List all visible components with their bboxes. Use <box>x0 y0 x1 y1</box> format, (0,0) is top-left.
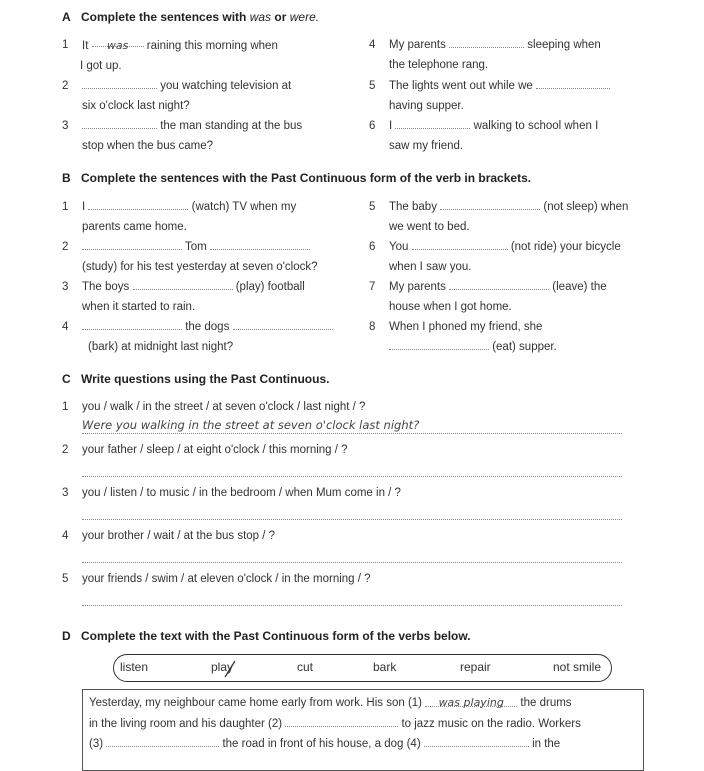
item-text: (study) for his test yesterday at seven o'clock? <box>82 260 318 273</box>
exercise-item <box>369 318 557 357</box>
word-option: not smile <box>553 660 602 674</box>
question-item <box>62 527 276 547</box>
item-text: The boys <box>82 281 130 293</box>
item-number: 4 <box>369 39 376 51</box>
cloze-text-box <box>82 689 644 771</box>
item-number: 3 <box>62 281 69 293</box>
section-title: Write questions using the Past Continuous. <box>81 372 330 386</box>
text-line <box>89 696 572 709</box>
word-option: cut <box>297 660 314 674</box>
text-fragment: to jazz music on the radio. Workers <box>401 718 581 730</box>
section-d-heading <box>62 629 471 643</box>
item-text: Tom <box>185 241 207 253</box>
text-line <box>89 716 581 730</box>
item-text: the telephone rang. <box>389 58 489 71</box>
exercise-item <box>62 198 297 237</box>
item-number: 1 <box>62 39 69 51</box>
answer-blank[interactable] <box>82 118 157 129</box>
text-fragment: Yesterday, my neighbour came home early from work. His son (1) <box>89 697 422 709</box>
exercise-item <box>62 278 305 317</box>
item-number: 2 <box>62 241 69 253</box>
item-text: My parents <box>389 39 446 51</box>
answer-blank[interactable] <box>412 239 508 250</box>
item-text: It <box>82 40 89 52</box>
item-text: we went to bed. <box>389 220 470 233</box>
answer-blank[interactable] <box>389 339 489 350</box>
item-text: (watch) TV when my <box>191 201 297 213</box>
question-prompt: your brother / wait / at the bus stop / ? <box>82 530 276 542</box>
option-word: was <box>249 10 272 24</box>
answer-blank[interactable] <box>395 118 470 129</box>
item-number: 1 <box>62 401 69 413</box>
item-text: when it started to rain. <box>82 300 196 313</box>
section-c-heading <box>62 372 329 386</box>
answer-blank[interactable] <box>82 78 157 89</box>
item-text: (not ride) your bicycle <box>510 241 621 253</box>
answer-blank[interactable] <box>233 319 333 330</box>
section-title-or: or <box>274 10 287 24</box>
word-option: listen <box>120 660 149 674</box>
question-item <box>62 398 366 418</box>
item-text: (eat) supper. <box>492 340 557 353</box>
item-number: 3 <box>62 487 69 499</box>
item-text: My parents <box>389 281 446 293</box>
text-fragment: in the living room and his daughter (2) <box>89 718 283 730</box>
item-number: 6 <box>369 120 376 132</box>
item-text: you watching television at <box>160 80 292 92</box>
answer-line[interactable] <box>82 590 622 606</box>
question-prompt: you / listen / to music / in the bedroom / when Mum come in / ? <box>82 487 401 499</box>
item-number: 4 <box>62 530 69 542</box>
answer-blank[interactable] <box>88 199 188 210</box>
item-text: (leave) the <box>552 281 607 293</box>
section-letter: B <box>62 171 71 185</box>
word-option: bark <box>373 660 397 674</box>
exercise-item <box>62 318 333 357</box>
answer-line[interactable] <box>82 461 622 477</box>
exercise-item <box>369 77 610 116</box>
section-letter: C <box>62 372 71 386</box>
handwritten-answer: was <box>106 39 129 52</box>
item-text: parents came home. <box>82 220 187 233</box>
item-text: I got up. <box>80 59 122 72</box>
question-item <box>62 484 401 504</box>
section-title: Complete the text with the Past Continuous form of the verbs below. <box>81 629 471 643</box>
exercise-item <box>62 238 318 277</box>
item-text: walking to school when I <box>473 120 599 132</box>
item-number: 2 <box>62 80 69 92</box>
item-number: 6 <box>369 241 376 253</box>
item-number: 4 <box>62 321 69 333</box>
question-prompt: your friends / swim / at eleven o'clock / in the morning / ? <box>82 573 371 585</box>
exercise-item <box>369 36 601 75</box>
item-text: the dogs <box>185 321 230 333</box>
option-word: were. <box>289 10 320 24</box>
item-text: You <box>389 241 409 253</box>
exercise-item <box>369 238 621 277</box>
item-text: raining this morning when <box>146 40 278 52</box>
item-text: The baby <box>389 201 437 213</box>
text-fragment: the drums <box>520 697 572 709</box>
item-number: 3 <box>62 120 69 132</box>
word-box <box>113 654 612 682</box>
item-text: saw my friend. <box>389 139 464 152</box>
handwritten-answer: Were you walking in the street at seven o'clock last night? <box>82 418 420 432</box>
item-number: 7 <box>369 281 376 293</box>
item-number: 5 <box>369 80 376 92</box>
question-prompt: you / walk / in the street / at seven o'clock / last night / ? <box>82 401 366 413</box>
exercise-item <box>62 36 278 76</box>
word-text: play <box>211 660 234 674</box>
item-number: 1 <box>62 201 69 213</box>
exercise-item <box>62 117 303 156</box>
answer-blank[interactable] <box>285 716 398 727</box>
item-text: I <box>389 120 393 132</box>
answer-blank[interactable] <box>92 36 144 52</box>
item-text: (bark) at midnight last night? <box>88 340 234 353</box>
answer-blank[interactable] <box>106 736 219 747</box>
item-number: 5 <box>62 573 69 585</box>
section-letter: D <box>62 629 71 643</box>
answer-blank[interactable] <box>536 78 610 89</box>
answer-blank[interactable] <box>424 736 529 747</box>
text-fragment: in the <box>532 738 561 750</box>
section-letter: A <box>62 10 71 24</box>
section-a-heading <box>62 10 319 24</box>
question-item <box>62 441 348 461</box>
section-b-heading <box>62 171 531 185</box>
answer-blank[interactable] <box>82 239 182 250</box>
item-text: house when I got home. <box>389 300 512 313</box>
exercise-item <box>62 77 292 116</box>
answer-line[interactable] <box>82 547 622 563</box>
item-text: When I phoned my friend, she <box>389 321 543 333</box>
answer-blank[interactable] <box>210 239 310 250</box>
item-text: having supper. <box>389 99 464 112</box>
answer-line[interactable] <box>82 418 622 434</box>
text-line <box>89 736 560 750</box>
answer-blank[interactable] <box>82 319 182 330</box>
answer-blank[interactable] <box>425 696 517 707</box>
word-option-crossed <box>211 660 233 674</box>
handwritten-answer: was playing <box>438 696 504 709</box>
item-text: (play) football <box>235 281 305 293</box>
answer-blank[interactable] <box>440 199 540 210</box>
answer-blank[interactable] <box>133 279 233 290</box>
item-number: 2 <box>62 444 69 456</box>
question-item <box>62 570 371 590</box>
section-title: Complete the sentences with the Past Continuous form of the verb in brackets. <box>81 171 532 185</box>
exercise-item <box>369 198 629 237</box>
item-text: I <box>82 201 86 213</box>
item-number: 8 <box>369 321 376 333</box>
answer-blank[interactable] <box>449 279 549 290</box>
section-title: Complete the sentences with <box>81 10 247 24</box>
answer-line[interactable] <box>82 504 622 520</box>
strike-mark-icon <box>211 660 239 678</box>
item-text: stop when the bus came? <box>82 139 214 152</box>
item-text: the man standing at the bus <box>160 120 303 132</box>
exercise-item <box>369 117 599 156</box>
item-text: six o'clock last night? <box>82 99 190 112</box>
item-text: (not sleep) when <box>543 201 629 213</box>
item-text: The lights went out while we <box>389 80 533 92</box>
item-text: sleeping when <box>527 39 601 51</box>
word-option: repair <box>460 660 491 674</box>
item-text: when I saw you. <box>389 260 472 273</box>
exercise-item <box>369 278 607 317</box>
item-number: 5 <box>369 201 376 213</box>
text-fragment: (3) <box>89 738 104 750</box>
question-prompt: your father / sleep / at eight o'clock / this morning / ? <box>82 444 348 456</box>
text-fragment: the road in front of his house, a dog (4) <box>222 738 421 750</box>
answer-blank[interactable] <box>449 37 524 48</box>
